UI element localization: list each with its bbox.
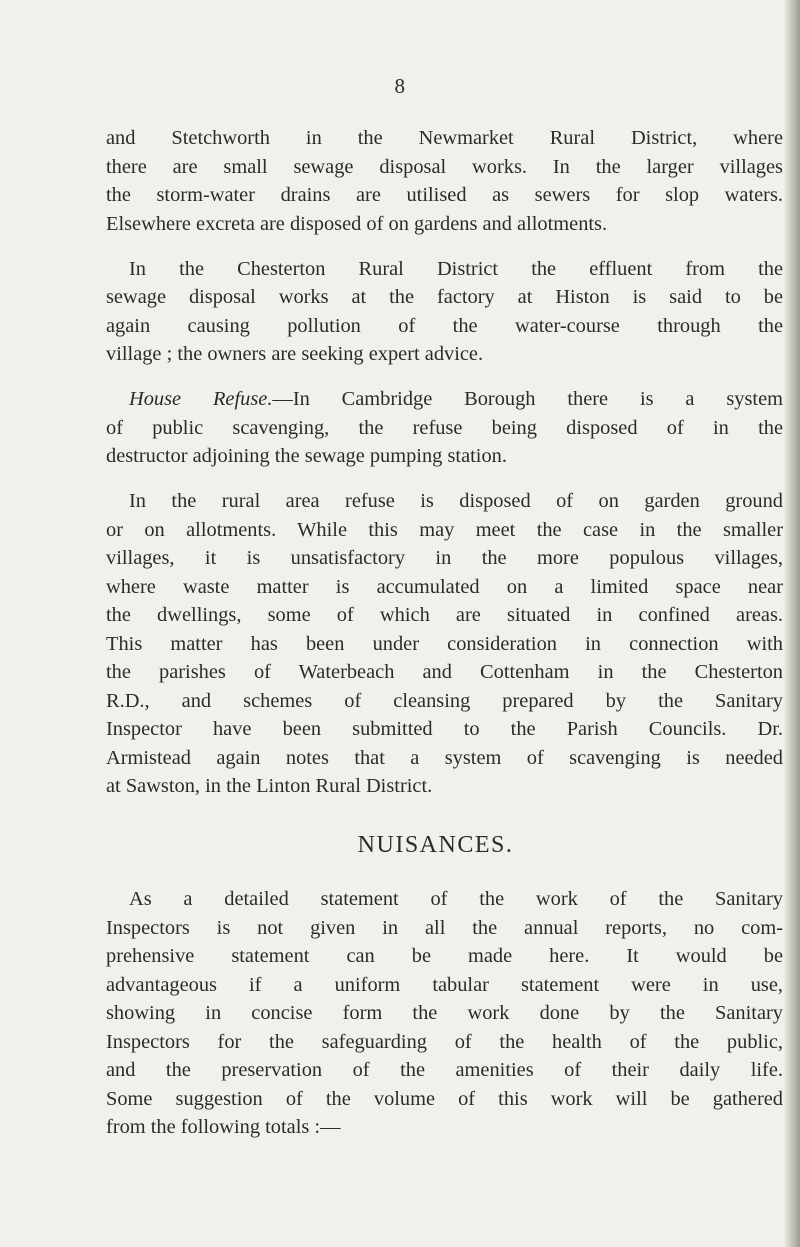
page-edge-shadow xyxy=(784,0,800,1247)
text-line: Armistead again notes that a system of scavenging is needed xyxy=(106,746,783,769)
text-line: This matter has been under consideration in connection with xyxy=(106,632,783,655)
section-heading-nuisances: NUISANCES. xyxy=(357,831,514,858)
paragraph-nuisances xyxy=(106,885,783,1142)
text-line: Inspectors for the safeguarding of the health of the public, xyxy=(106,1030,783,1053)
paragraph-stetchworth xyxy=(106,124,783,238)
text-line: Inspectors is not given in all the annual reports, no com- xyxy=(106,916,783,939)
paragraph-rural-refuse xyxy=(106,487,783,801)
text-line: showing in concise form the work done by the Sanitary xyxy=(106,1002,783,1024)
text-line: the parishes of Waterbeach and Cottenham in the Chesterton xyxy=(106,661,783,683)
run-in-heading: House Refuse. xyxy=(129,388,273,410)
text-line: In the rural area refuse is disposed of on garden ground xyxy=(129,490,783,512)
text-line: R.D., and schemes of cleansing prepared by the Sanitary xyxy=(106,689,783,712)
text-line: at Sawston, in the Linton Rural District. xyxy=(106,775,433,797)
text-line: sewage disposal works at the factory at Histon is said to be xyxy=(106,286,783,308)
text-line: villages, it is unsatisfactory in the more populous villages, xyxy=(106,547,783,569)
text-line: from the following totals :— xyxy=(106,1116,341,1138)
text-body xyxy=(106,124,783,1158)
text-line: again causing pollution of the water-course through the xyxy=(106,314,783,337)
text-line: of public scavenging, the refuse being disposed of in the xyxy=(106,416,783,439)
text-line: Inspector have been submitted to the Parish Councils. Dr. xyxy=(106,718,783,740)
text-line xyxy=(106,385,783,414)
text-line: As a detailed statement of the work of the Sanitary xyxy=(129,888,783,910)
text-line: where waste matter is accumulated on a limited space near xyxy=(106,575,783,598)
text-line: advantageous if a uniform tabular statement were in use, xyxy=(106,973,783,996)
text-line: the dwellings, some of which are situated in confined areas. xyxy=(106,604,783,626)
text-line: and the preservation of the amenities of their daily life. xyxy=(106,1059,783,1081)
text-line: prehensive statement can be made here. It would be xyxy=(106,945,783,967)
text-run: —In Cambridge Borough there is a system xyxy=(272,388,783,410)
text-line: the storm-water drains are utilised as sewers for slop waters. xyxy=(106,184,783,206)
paragraph-chesterton xyxy=(106,255,783,369)
page-number: 8 xyxy=(394,74,406,98)
text-line: and Stetchworth in the Newmarket Rural District, where xyxy=(106,127,783,149)
text-line: destructor adjoining the sewage pumping station. xyxy=(106,445,507,467)
text-line: Elsewhere excreta are disposed of on gardens and allotments. xyxy=(106,212,608,235)
text-line: village ; the owners are seeking expert advice. xyxy=(106,343,484,365)
text-line: In the Chesterton Rural District the effluent from the xyxy=(129,257,783,280)
text-line: or on allotments. While this may meet the case in the smaller xyxy=(106,518,783,541)
text-line: there are small sewage disposal works. In the larger villages xyxy=(106,155,783,178)
text-line: Some suggestion of the volume of this work will be gathered xyxy=(106,1087,783,1110)
paragraph-house-refuse xyxy=(106,385,783,471)
